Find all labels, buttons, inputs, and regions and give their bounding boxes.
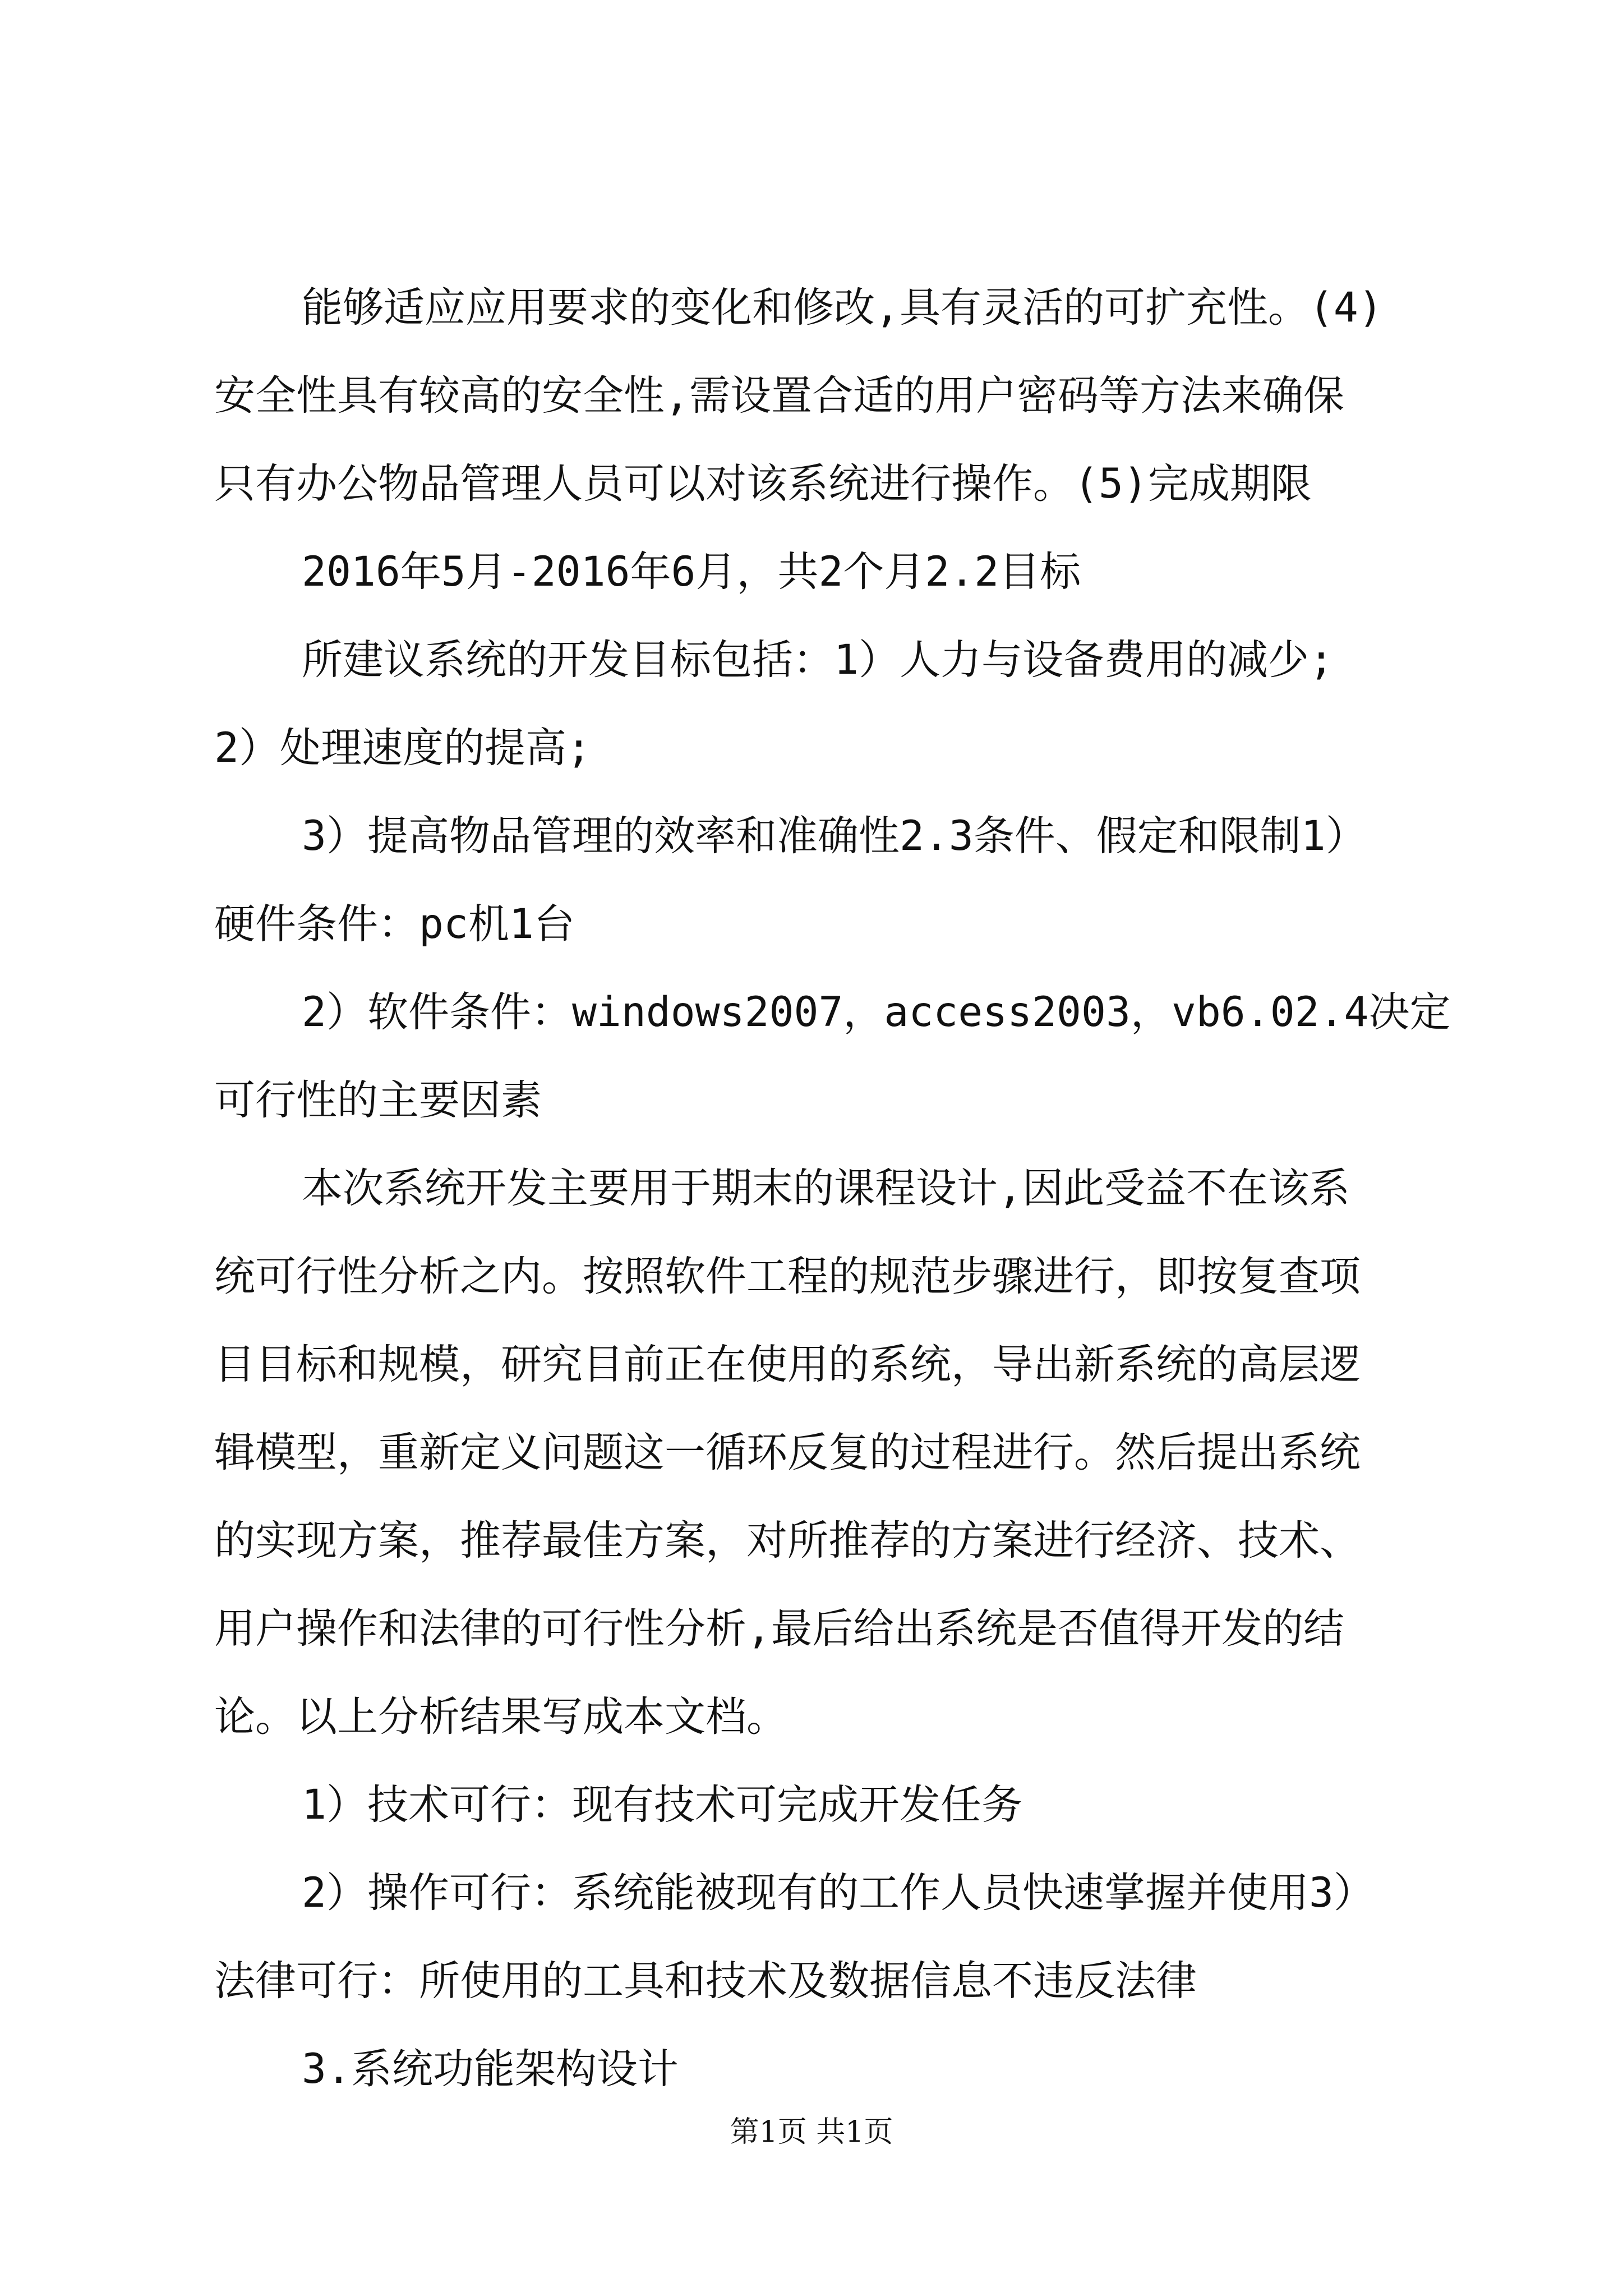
text-line: 能够适应应用要求的变化和修改,具有灵活的可扩充性。(4) bbox=[302, 284, 1383, 332]
section-heading: 3.系统功能架构设计 bbox=[302, 2045, 679, 2093]
page-number-footer: 第1页 共1页 bbox=[730, 2115, 893, 2149]
text-line: 的实现方案，推荐最佳方案，对所推荐的方案进行经济、技术、 bbox=[214, 1517, 1361, 1565]
text-line: 1）技术可行：现有技术可完成开发任务 bbox=[302, 1781, 1022, 1829]
text-line: 用户操作和法律的可行性分析,最后给出系统是否值得开发的结 bbox=[214, 1605, 1344, 1653]
text-line: 硬件条件：pc机1台 bbox=[214, 900, 575, 948]
text-line: 论。以上分析结果写成本文档。 bbox=[214, 1693, 787, 1741]
text-line: 可行性的主要因素 bbox=[214, 1076, 542, 1124]
text-line: 辑模型，重新定义问题这一循环反复的过程进行。然后提出系统 bbox=[214, 1429, 1361, 1476]
text-line: 3）提高物品管理的效率和准确性2.3条件、假定和限制1） bbox=[302, 812, 1367, 860]
text-line: 目目标和规模，研究目前正在使用的系统，导出新系统的高层逻 bbox=[214, 1341, 1361, 1388]
text-line: 本次系统开发主要用于期末的课程设计,因此受益不在该系 bbox=[302, 1165, 1350, 1212]
text-line: 只有办公物品管理人员可以对该系统进行操作。(5)完成期限 bbox=[214, 460, 1312, 508]
text-line: 2）处理速度的提高; bbox=[214, 724, 591, 772]
text-line: 所建议系统的开发目标包括：1）人力与设备费用的减少; bbox=[302, 636, 1334, 684]
text-line: 2）操作可行：系统能被现有的工作人员快速掌握并使用3） bbox=[302, 1869, 1375, 1917]
text-line: 2016年5月-2016年6月，共2个月2.2目标 bbox=[302, 548, 1081, 596]
text-line: 2）软件条件：windows2007，access2003，vb6.02.4决定 bbox=[302, 988, 1451, 1036]
text-line: 统可行性分析之内。按照软件工程的规范步骤进行，即按复查项 bbox=[214, 1253, 1361, 1300]
text-line: 法律可行：所使用的工具和技术及数据信息不违反法律 bbox=[214, 1957, 1197, 2005]
document-body bbox=[214, 264, 1451, 2113]
text-line: 安全性具有较高的安全性,需设置合适的用户密码等方法来确保 bbox=[214, 372, 1344, 420]
